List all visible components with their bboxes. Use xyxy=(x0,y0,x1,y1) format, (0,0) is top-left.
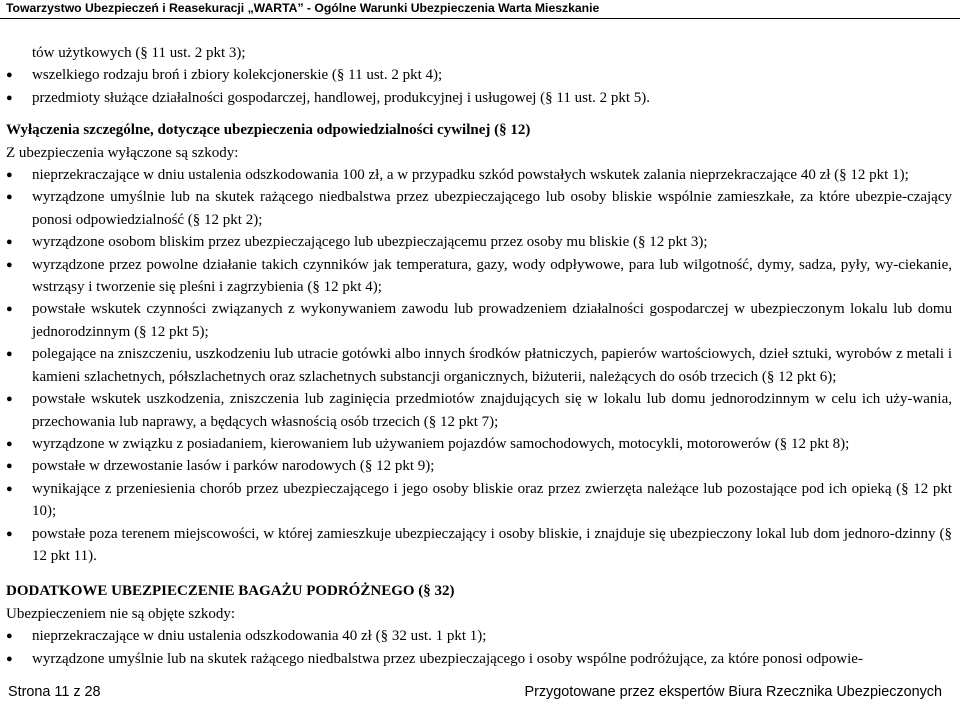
bullet-icon: ● xyxy=(6,460,13,473)
list-item: ● polegające na zniszczeniu, uszkodzeniu lub utracie gotówki albo innych środków płatniczych, papierów wartościowych, dzieł sztuki, wyrobów z metali i kamieni szlachetnych, półszlachetnych oraz szlachetnych substancji organicznych, biżuterii, należących do osób trzecich (§ 12 pkt 6); xyxy=(0,343,960,388)
bullet-icon: ● xyxy=(6,482,13,495)
list-item: ● powstałe wskutek czynności związanych z wykonywaniem zawodu lub prowadzeniem działalności gospodarczej w ubezpieczonym lokalu lub domu jednorodzinnym (§ 12 pkt 5); xyxy=(0,298,960,343)
list-item: ● wyrządzone osobom bliskim przez ubezpieczającego lub ubezpieczającemu przez osoby mu bliskie (§ 12 pkt 3); xyxy=(0,231,960,253)
document-footer xyxy=(8,683,942,701)
list-item: ● nieprzekraczające w dniu ustalenia odszkodowania 40 zł (§ 32 ust. 1 pkt 1); xyxy=(0,625,960,647)
bullet-icon: ● xyxy=(6,348,13,361)
continued-text: tów użytkowych (§ 11 ust. 2 pkt 3); xyxy=(32,45,246,61)
section-heading: Wyłączenia szczególne, dotyczące ubezpieczenia odpowiedzialności cywilnej (§ 12) xyxy=(6,122,531,139)
bullet-icon: ● xyxy=(6,652,13,665)
list-item: ● powstałe w drzewostanie lasów i parków narodowych (§ 12 pkt 9); xyxy=(0,455,960,477)
continued-list-item xyxy=(0,42,960,64)
section-intro: Z ubezpieczenia wyłączone są szkody: xyxy=(6,144,239,161)
bullet-icon: ● xyxy=(6,236,13,249)
list-item: ● wszelkiego rodzaju broń i zbiory kolekcjonerskie (§ 11 ust. 2 pkt 4); xyxy=(0,64,960,86)
footer-credit: Przygotowane przez ekspertów Biura Rzecznika Ubezpieczonych xyxy=(524,684,942,700)
list-item: ● wyrządzone umyślnie lub na skutek rażącego niedbalstwa przez ubezpieczającego i osoby wspólne podróżujące, za które ponosi odpowie- xyxy=(0,648,960,670)
spacer xyxy=(0,567,960,580)
list-item: ● wyrządzone umyślnie lub na skutek rażącego niedbalstwa przez ubezpieczającego lub osoby bliskie wspólnie zamieszkałe, za które ubezpie-czający ponosi odpowiedzialność (§ 12 pkt 2); xyxy=(0,186,960,231)
section-intro: Ubezpieczeniem nie są objęte szkody: xyxy=(6,605,236,622)
bullet-icon: ● xyxy=(6,191,13,204)
bullet-icon: ● xyxy=(6,630,13,643)
list-item: ● powstałe wskutek uszkodzenia, zniszczenia lub zaginięcia przedmiotów znajdujących się w lokalu lub domu jednorodzinnym w celu ich uży-wania, przechowania lub naprawy, a będących własnością osób trzecich (§ 12 pkt 7); xyxy=(0,388,960,433)
bullet-icon: ● xyxy=(6,303,13,316)
page-body xyxy=(0,42,960,670)
bullet-icon: ● xyxy=(6,69,13,82)
list-item: ● nieprzekraczające w dniu ustalenia odszkodowania 100 zł, a w przypadku szkód powstałych wskutek zalania nieprzekraczające 40 zł (§ 12 pkt 1); xyxy=(0,164,960,186)
section-heading: DODATKOWE UBEZPIECZENIE BAGAŻU PODRÓŻNEGO (§ 32) xyxy=(6,583,455,600)
page-number: Strona 11 z 28 xyxy=(8,684,101,700)
bullet-icon: ● xyxy=(6,437,13,450)
document-header xyxy=(0,0,960,19)
bullet-icon: ● xyxy=(6,258,13,271)
list-item: ● powstałe poza terenem miejscowości, w której zamieszkuje ubezpieczający i osoby bliskie, i znajduje się ubezpieczony lokal lub dom jednoro-dzinny (§ 12 pkt 11). xyxy=(0,523,960,568)
bullet-icon: ● xyxy=(6,527,13,540)
bullet-icon: ● xyxy=(6,91,13,104)
list-item: ● wyrządzone przez powolne działanie takich czynników jak temperatura, gazy, wody odpływowe, para lub wilgotność, dymy, sadza, pyły, wy-ciekanie, wstrząsy i tworzenie się pleśni i zagrzybienia (§ 12 pkt 4); xyxy=(0,254,960,299)
bullet-icon: ● xyxy=(6,169,13,182)
list-item: ● wyrządzone w związku z posiadaniem, kierowaniem lub używaniem pojazdów samochodowych, motocykli, motorowerów (§ 12 pkt 8); xyxy=(0,433,960,455)
header-title: Towarzystwo Ubezpieczeń i Reasekuracji „WARTA” - Ogólne Warunki Ubezpieczenia Warta Mieszkanie xyxy=(6,1,600,15)
bullet-icon: ● xyxy=(6,393,13,406)
list-item: ● przedmioty służące działalności gospodarczej, handlowej, produkcyjnej i usługowej (§ 11 ust. 2 pkt 5). xyxy=(0,87,960,109)
spacer xyxy=(0,109,960,119)
list-item: ● wynikające z przeniesienia chorób przez ubezpieczającego i jego osoby bliskie oraz przez zwierzęta należące lub pozostające pod ich opieką (§ 12 pkt 10); xyxy=(0,478,960,523)
